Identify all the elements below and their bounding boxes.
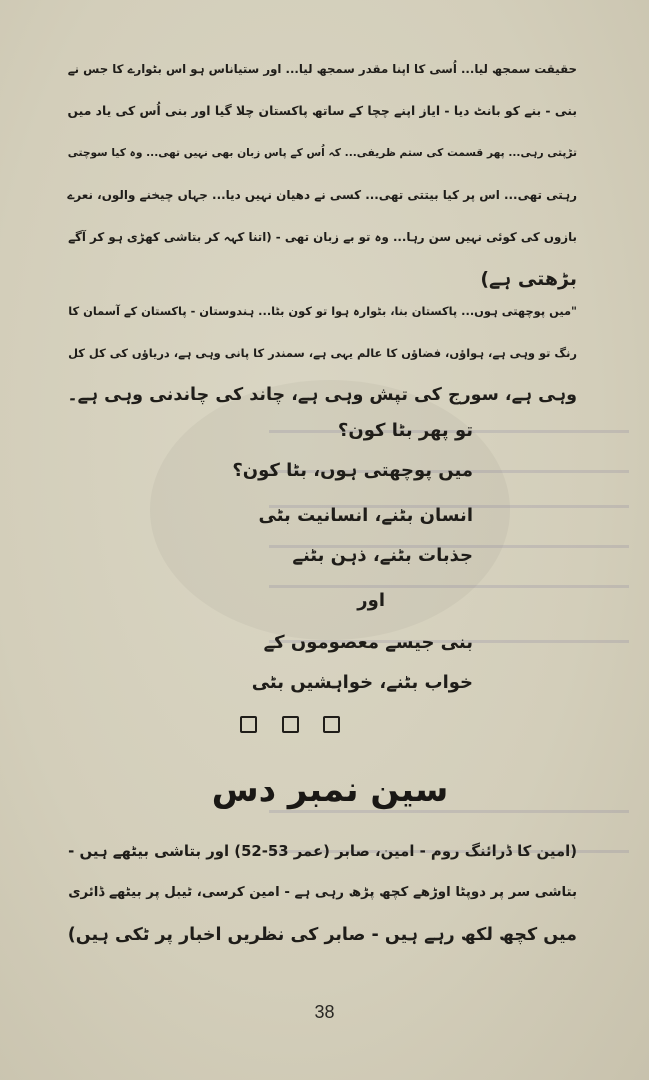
verse-line: خواب بٹنے، خواہشیں بٹی	[251, 672, 473, 693]
scene-heading: سین نمبر دس	[211, 770, 449, 810]
text-line: وہی ہے، سورج کی تپش وہی ہے، چاند کی چاندنی وہی ہے۔	[67, 385, 577, 405]
text-line: حقیقت سمجھ لیا... اُسی کا اپنا مقدر سمجھ لیا... اور ستیاناس ہو اس بٹوارے کا جس نے	[67, 62, 577, 76]
divider-square	[240, 716, 257, 733]
show-through-text	[269, 810, 629, 813]
paragraph-2	[57, 290, 577, 416]
verse-line: جذبات بٹنے، ذہن بٹنے	[292, 545, 473, 566]
paragraph-1	[57, 48, 577, 300]
show-through-text	[269, 585, 629, 588]
text-line: (امین کا ڈرائنگ روم - امین، صابر (عمر 53-52) اور بتاشی بیٹھے ہیں -	[68, 842, 577, 860]
text-line: بتاشی سر پر دوپٹا اوڑھے کچھ پڑھ رہی ہے - امین کرسی، ٹیبل پر بیٹھے ڈائری	[68, 885, 577, 900]
text-line: رہتی تھی... اس پر کیا بیتتی تھی... کسی نے دھیان نہیں دیا... جہاں چیخنے والوں، نعرے	[67, 188, 577, 202]
text-line: تڑپتی رہی... پھر قسمت کی ستم ظریفی... کہ اُس کے پاس زبان بھی نہیں تھی... وہ کیا سوچتی	[67, 146, 577, 159]
text-line: بازوں کی کوئی نہیں سن رہا... وہ تو بے زبان تھی - (اتنا کہہ کر بتاشی کھڑی ہو کر آگے	[68, 230, 577, 244]
page-number: 38	[314, 1002, 335, 1022]
divider-square	[282, 716, 299, 733]
verse-line: تو پھر بٹا کون؟	[337, 420, 473, 441]
text-line: بڑھتی ہے)	[480, 268, 577, 290]
verse-line: بنی جیسے معصوموں کے	[263, 632, 473, 653]
paragraph-3	[57, 830, 577, 956]
text-line: میں کچھ لکھ رہے ہیں - صابر کی نظریں اخبار پر ٹکی ہیں)	[67, 925, 577, 945]
verse-line: میں پوچھتی ہوں، بٹا کون؟	[232, 460, 473, 481]
divider-square	[323, 716, 340, 733]
text-line: بنی - بنے کو بانٹ دیا - ایاز اپنے چچا کے ساتھ پاکستان چلا گیا اور بنی اُس کی یاد میں	[67, 104, 577, 118]
text-line: "میں پوچھتی ہوں... پاکستان بنا، بٹوارہ ہوا تو کون بٹا... ہندوستان - پاکستان کے آسمان کا	[68, 304, 577, 318]
verse-line: انسان بٹنے، انسانیت بٹی	[258, 505, 473, 526]
section-divider	[240, 716, 340, 734]
verse-line: اور	[357, 590, 385, 611]
text-line: رنگ تو وہی ہے، ہواؤں، فضاؤں کا عالم یہی ہے، سمندر کا پانی وہی ہے، دریاؤں کی کل کل	[68, 346, 577, 360]
